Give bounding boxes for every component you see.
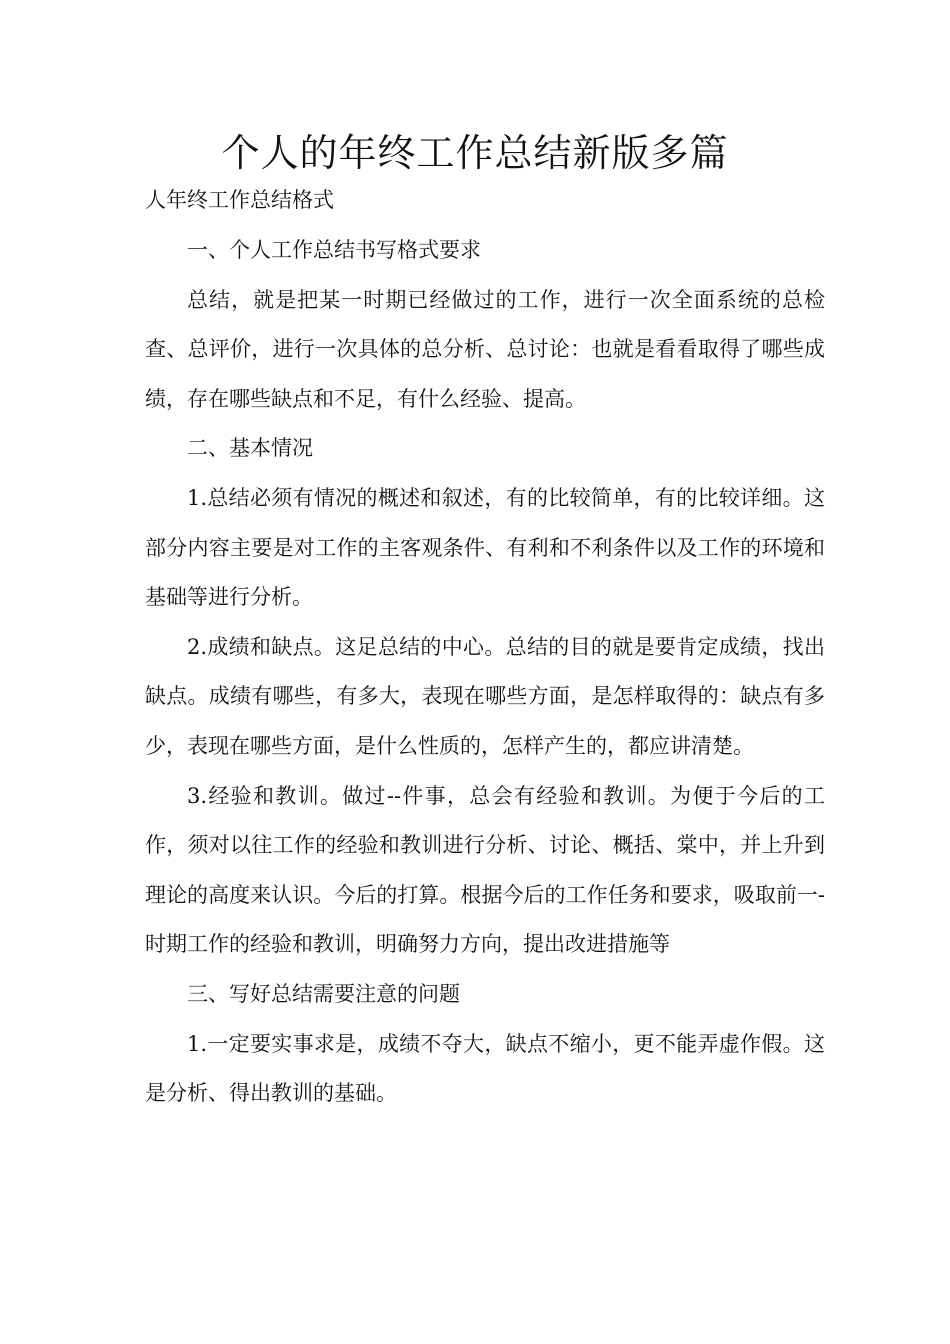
paragraph-note-1: 1.一定要实事求是，成绩不夺大，缺点不缩小，更不能弄虚作假。这是分析、得出教训的基础。 [145,1031,825,1106]
document-title: 个人的年终工作总结新版多篇 [221,131,729,175]
paragraph-item-3: 3.经验和教训。做过--件事，总会有经验和教训。为便于今后的工作，须对以往工作的经验和教训进行分析、讨论、概括、棠中，并上升到理论的高度来认识。今后的打算。根据今后的工作任务和要求，吸取前一-时期工作的经验和教训，明确努力方向，提出改进措施等 [145,783,825,957]
heading-basic-situation: 二、基本情况 [187,436,313,461]
paragraph-item-2: 2.成绩和缺点。这足总结的中心。总结的目的就是要肯定成绩，找出缺点。成绩有哪些，有多大，表现在哪些方面，是怎样取得的：缺点有多少，表现在哪些方面，是什么性质的，怎样产生的，都应讲清楚。 [145,634,825,758]
heading-notes: 三、写好总结需要注意的问题 [187,981,460,1006]
heading-format-requirements: 一、个人工作总结书写格式要求 [187,238,481,262]
document-subtitle: 人年终工作总结格式 [145,188,334,212]
paragraph-definition: 总结，就是把某一时期已经做过的工作，进行一次全面系统的总检查、总评价，进行一次具体的总分析、总讨论：也就是看看取得了哪些成绩，存在哪些缺点和不足，有什么经验、提高。 [145,287,825,411]
document-body [145,226,825,1119]
paragraph-item-1: 1.总结必须有情况的概述和叙述，有的比较简单，有的比较详细。这部分内容主要是对工作的主客观条件、有利和不利条件以及工作的环境和基础等进行分析。 [145,485,825,610]
